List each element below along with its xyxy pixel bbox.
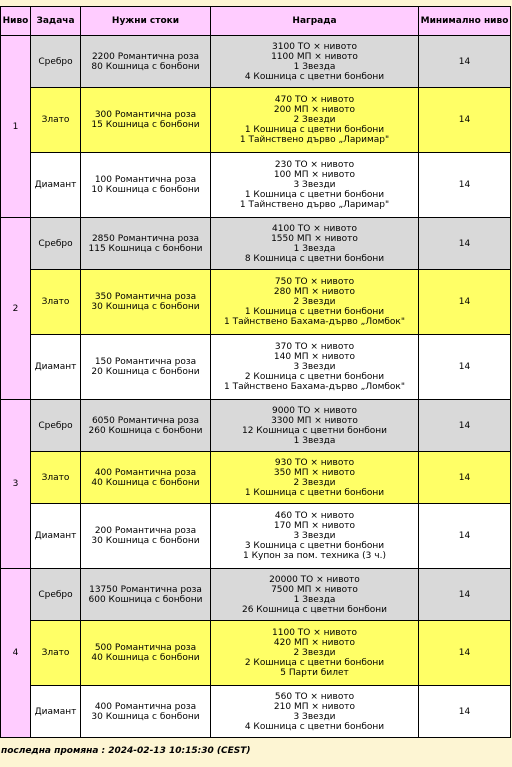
task-cell: Сребро [31, 400, 81, 452]
reward-cell [211, 88, 419, 153]
reward-line: 420 МП × нивото [273, 638, 356, 648]
goods-cell [81, 621, 211, 686]
reward-line: 1100 МП × нивото [271, 51, 358, 62]
reward-cell [211, 452, 419, 504]
goods-cell [81, 88, 211, 153]
table-row [1, 569, 511, 621]
goods-cell [81, 218, 211, 270]
level-cell: 3 [1, 400, 31, 569]
task-cell: Злато [31, 270, 81, 335]
reward-cell [211, 621, 419, 686]
table-row [1, 36, 511, 88]
reward-line: 1 Тайнствено дърво „Ларимар" [239, 200, 390, 210]
task-cell: Сребро [31, 36, 81, 88]
goods-cell [81, 569, 211, 621]
reward-line: 560 ТО × нивото [274, 691, 355, 702]
reward-line: 1 Звезда [293, 594, 336, 605]
reward-line: 4 Кошница с цветни бонбони [244, 71, 385, 82]
goods-line: 80 Кошница с бонбони [91, 61, 200, 72]
goods-line: 6050 Романтична роза [91, 415, 200, 426]
table-row [1, 153, 511, 218]
goods-line: 2850 Романтична роза [91, 233, 200, 244]
reward-line: 3100 ТО × нивото [272, 41, 357, 52]
reward-cell [211, 400, 419, 452]
header-reward: Награда [211, 7, 419, 36]
goods-line: 600 Кошница с бонбони [88, 594, 203, 605]
reward-cell [211, 270, 419, 335]
reward-line: 3 Звезди [293, 180, 336, 190]
min-level-cell: 14 [419, 569, 511, 621]
table-row [1, 218, 511, 270]
table-row [1, 686, 511, 738]
reward-line: 20000 ТО × нивото [269, 574, 360, 585]
goods-line: 350 Романтична роза [94, 292, 197, 302]
min-level-cell: 14 [419, 36, 511, 88]
goods-cell [81, 153, 211, 218]
reward-line: 1550 МП × нивото [271, 233, 358, 244]
goods-line: 2200 Романтична роза [91, 51, 200, 62]
reward-line: 4100 ТО × нивото [272, 223, 357, 234]
reward-cell [211, 504, 419, 569]
reward-line: 2 Кошница с цветни бонбони [244, 372, 385, 382]
reward-line: 2 Звезди [293, 648, 336, 658]
reward-cell [211, 335, 419, 400]
table-row [1, 88, 511, 153]
min-level-cell: 14 [419, 153, 511, 218]
reward-line: 230 ТО × нивото [274, 160, 355, 170]
quest-table [0, 6, 511, 738]
header-task: Задача [31, 7, 81, 36]
reward-line: 1 Кошница с цветни бонбони [244, 487, 385, 498]
reward-line: 2 Звезди [293, 477, 336, 488]
reward-line: 7500 МП × нивото [271, 584, 358, 595]
goods-cell [81, 686, 211, 738]
level-cell: 1 [1, 36, 31, 218]
reward-cell [211, 218, 419, 270]
goods-cell [81, 36, 211, 88]
reward-cell [211, 686, 419, 738]
reward-line: 1 Звезда [293, 435, 336, 446]
goods-line: 100 Романтична роза [94, 175, 197, 185]
goods-line: 40 Кошница с бонбони [91, 653, 200, 663]
task-cell: Злато [31, 621, 81, 686]
table-body [1, 36, 511, 738]
goods-line: 20 Кошница с бонбони [91, 367, 200, 377]
level-cell: 2 [1, 218, 31, 400]
reward-line: 1 Купон за пом. техника (3 ч.) [243, 551, 386, 561]
reward-line: 1 Кошница с цветни бонбони [244, 125, 385, 135]
reward-line: 1 Тайнствено Бахама-дърво „Ломбок" [223, 382, 406, 392]
reward-line: 2 Кошница с цветни бонбони [244, 658, 385, 668]
reward-line: 12 Кошница с цветни бонбони [241, 425, 388, 436]
goods-line: 400 Романтична роза [94, 467, 197, 478]
goods-line: 115 Кошница с бонбони [88, 243, 203, 254]
reward-line: 280 МП × нивото [273, 287, 356, 297]
reward-line: 1 Кошница с цветни бонбони [244, 190, 385, 200]
header-min-level: Минимално ниво [419, 7, 511, 36]
task-cell: Сребро [31, 218, 81, 270]
task-cell: Диамант [31, 686, 81, 738]
task-cell: Злато [31, 88, 81, 153]
header-level: Ниво [1, 7, 31, 36]
table-row [1, 452, 511, 504]
goods-line: 15 Кошница с бонбони [91, 120, 200, 130]
reward-line: 370 ТО × нивото [274, 342, 355, 352]
goods-cell [81, 504, 211, 569]
reward-line: 1 Звезда [293, 61, 336, 72]
task-cell: Диамант [31, 335, 81, 400]
goods-line: 400 Романтична роза [94, 701, 197, 712]
reward-line: 140 МП × нивото [273, 352, 356, 362]
reward-line: 5 Парти билет [280, 668, 349, 678]
reward-line: 460 ТО × нивото [274, 511, 355, 521]
reward-cell [211, 153, 419, 218]
reward-line: 1 Звезда [293, 243, 336, 254]
reward-line: 9000 ТО × нивото [272, 405, 357, 416]
goods-cell [81, 270, 211, 335]
goods-line: 10 Кошница с бонбони [91, 185, 200, 195]
task-cell: Диамант [31, 153, 81, 218]
table-row [1, 504, 511, 569]
reward-line: 930 ТО × нивото [274, 457, 355, 468]
min-level-cell: 14 [419, 452, 511, 504]
reward-line: 2 Звезди [293, 115, 336, 125]
level-cell: 4 [1, 569, 31, 738]
reward-line: 8 Кошница с цветни бонбони [244, 253, 385, 264]
last-modified: последна промяна : 2024-02-13 10:15:30 (CEST) [1, 746, 251, 756]
min-level-cell: 14 [419, 504, 511, 569]
reward-line: 3300 МП × нивото [271, 415, 358, 426]
reward-line: 3 Кошница с цветни бонбони [244, 541, 385, 551]
table-row [1, 400, 511, 452]
reward-line: 350 МП × нивото [273, 467, 356, 478]
reward-line: 1 Тайнствено Бахама-дърво „Ломбок" [223, 317, 406, 327]
reward-line: 3 Звезди [293, 531, 336, 541]
reward-line: 3 Звезди [293, 711, 336, 722]
goods-line: 200 Романтична роза [94, 526, 197, 536]
reward-line: 470 ТО × нивото [274, 95, 355, 105]
goods-line: 150 Романтична роза [94, 357, 197, 367]
table-row [1, 270, 511, 335]
reward-line: 170 МП × нивото [273, 521, 356, 531]
goods-line: 30 Кошница с бонбони [91, 711, 200, 722]
table-row [1, 335, 511, 400]
reward-line: 1100 ТО × нивото [272, 628, 357, 638]
goods-line: 260 Кошница с бонбони [88, 425, 203, 436]
reward-line: 200 МП × нивото [273, 105, 356, 115]
reward-line: 750 ТО × нивото [274, 277, 355, 287]
reward-line: 3 Звезди [293, 362, 336, 372]
goods-line: 30 Кошница с бонбони [91, 536, 200, 546]
reward-line: 4 Кошница с цветни бонбони [244, 721, 385, 732]
goods-line: 40 Кошница с бонбони [91, 477, 200, 488]
reward-cell [211, 36, 419, 88]
header-row [1, 7, 511, 36]
min-level-cell: 14 [419, 88, 511, 153]
goods-line: 300 Романтична роза [94, 110, 197, 120]
goods-cell [81, 335, 211, 400]
goods-line: 30 Кошница с бонбони [91, 302, 200, 312]
min-level-cell: 14 [419, 400, 511, 452]
min-level-cell: 14 [419, 218, 511, 270]
table-row [1, 621, 511, 686]
reward-line: 2 Звезди [293, 297, 336, 307]
min-level-cell: 14 [419, 621, 511, 686]
reward-line: 100 МП × нивото [273, 170, 356, 180]
reward-line: 1 Тайнствено дърво „Ларимар" [239, 135, 390, 145]
header-goods: Нужни стоки [81, 7, 211, 36]
reward-line: 210 МП × нивото [273, 701, 356, 712]
goods-line: 13750 Романтична роза [89, 584, 202, 595]
goods-line: 500 Романтична роза [94, 643, 197, 653]
reward-line: 1 Кошница с цветни бонбони [244, 307, 385, 317]
reward-cell [211, 569, 419, 621]
min-level-cell: 14 [419, 686, 511, 738]
min-level-cell: 14 [419, 335, 511, 400]
task-cell: Злато [31, 452, 81, 504]
goods-cell [81, 400, 211, 452]
goods-cell [81, 452, 211, 504]
reward-line: 26 Кошница с цветни бонбони [241, 604, 388, 615]
task-cell: Сребро [31, 569, 81, 621]
min-level-cell: 14 [419, 270, 511, 335]
task-cell: Диамант [31, 504, 81, 569]
